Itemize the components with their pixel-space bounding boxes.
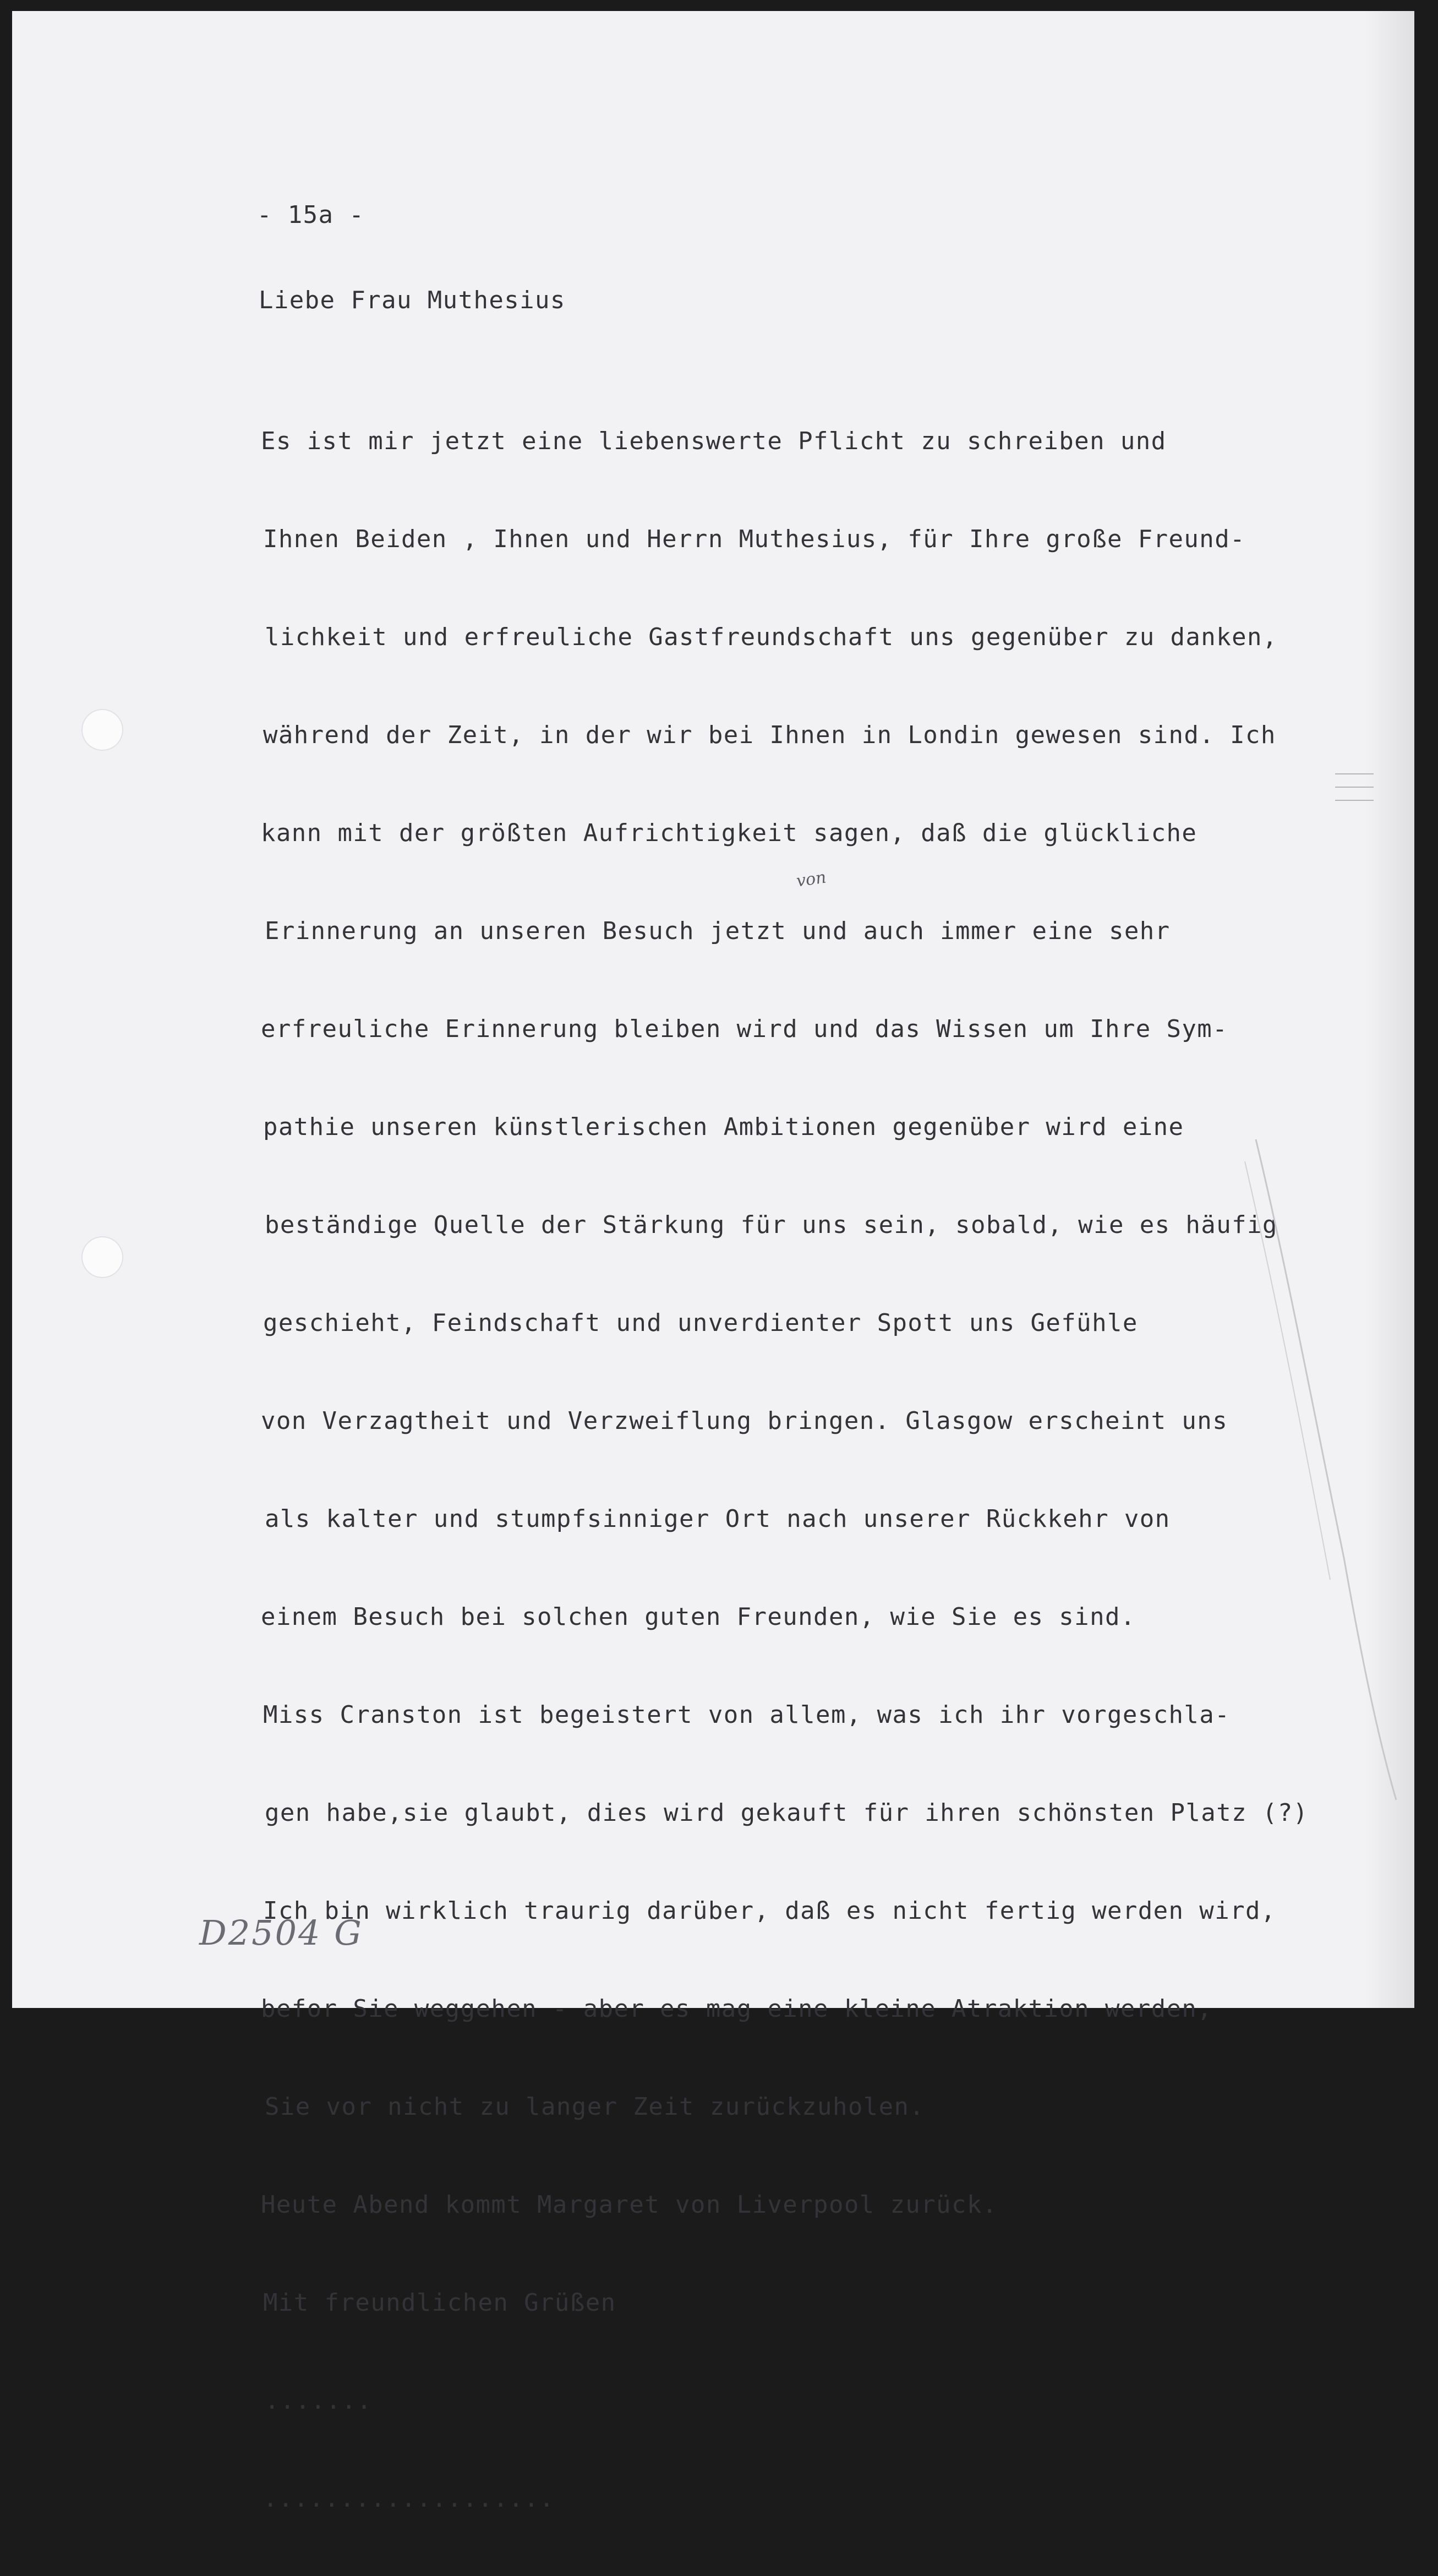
letter-body: [261, 364, 1309, 2576]
body-line: kann mit der größten Aufrichtigkeit sagen, daß die glückliche: [261, 819, 1198, 847]
body-line: Sie vor nicht zu langer Zeit zurückzuholen.: [265, 2093, 925, 2121]
body-line: lichkeit und erfreuliche Gastfreundschaft uns gegenüber zu danken,: [265, 623, 1278, 651]
pencil-mark: [1179, 1139, 1410, 1800]
body-line: während der Zeit, in der wir bei Ihnen in Londin gewesen sind. Ich: [263, 721, 1276, 749]
body-line: von Verzagtheit und Verzweiflung bringen. Glasgow erscheint uns: [261, 1407, 1228, 1435]
body-line: Es ist mir jetzt eine liebenswerte Pflicht zu schreiben und: [261, 427, 1167, 455]
closing: Mit freundlichen Grüßen: [263, 2289, 616, 2317]
body-line: geschieht, Feindschaft und unverdienter Spott uns Gefühle: [263, 1309, 1138, 1337]
body-line: Erinnerung an unseren Besuch jetzt und auch immer eine sehr: [265, 917, 1171, 945]
body-line: Heute Abend kommt Margaret von Liverpool zurück.: [261, 2191, 998, 2219]
margin-marks: [1335, 773, 1374, 817]
body-line: pathie unseren künstlerischen Ambitionen gegenüber wird eine: [263, 1113, 1184, 1141]
body-line: Ihnen Beiden , Ihnen und Herrn Muthesius, für Ihre große Freund-: [263, 525, 1245, 553]
punch-hole-bottom: [83, 1237, 122, 1277]
body-line: Ich bin wirklich traurig darüber, daß es nicht fertig werden wird,: [263, 1897, 1276, 1925]
body-line: beständige Quelle der Stärkung für uns sein, sobald, wie es häufig: [265, 1211, 1278, 1239]
letter-page: [12, 11, 1414, 2513]
page-number: - 15a -: [257, 201, 365, 229]
signature-placeholder: .......: [265, 2387, 373, 2415]
body-line: Miss Cranston ist begeistert von allem, was ich ihr vorgeschla-: [263, 1701, 1231, 1729]
body-line: erfreuliche Erinnerung bleiben wird und das Wissen um Ihre Sym-: [261, 1015, 1228, 1043]
body-line: als kalter und stumpfsinniger Ort nach unserer Rückkehr von: [265, 1505, 1171, 1533]
salutation: Liebe Frau Muthesius: [259, 286, 566, 314]
signature-placeholder: ...................: [263, 2485, 555, 2513]
archive-number: D2504 G: [199, 1913, 363, 1953]
body-line: einem Besuch bei solchen guten Freunden, wie Sie es sind.: [261, 1603, 1136, 1631]
body-line: gen habe,sie glaubt, dies wird gekauft für ihren schönsten Platz (?): [265, 1799, 1309, 1827]
body-line: befor Sie weggehen - aber es mag eine kleine Atraktion werden,: [261, 1995, 1213, 2023]
handwritten-insertion: von: [795, 867, 828, 891]
punch-hole-top: [83, 710, 122, 750]
